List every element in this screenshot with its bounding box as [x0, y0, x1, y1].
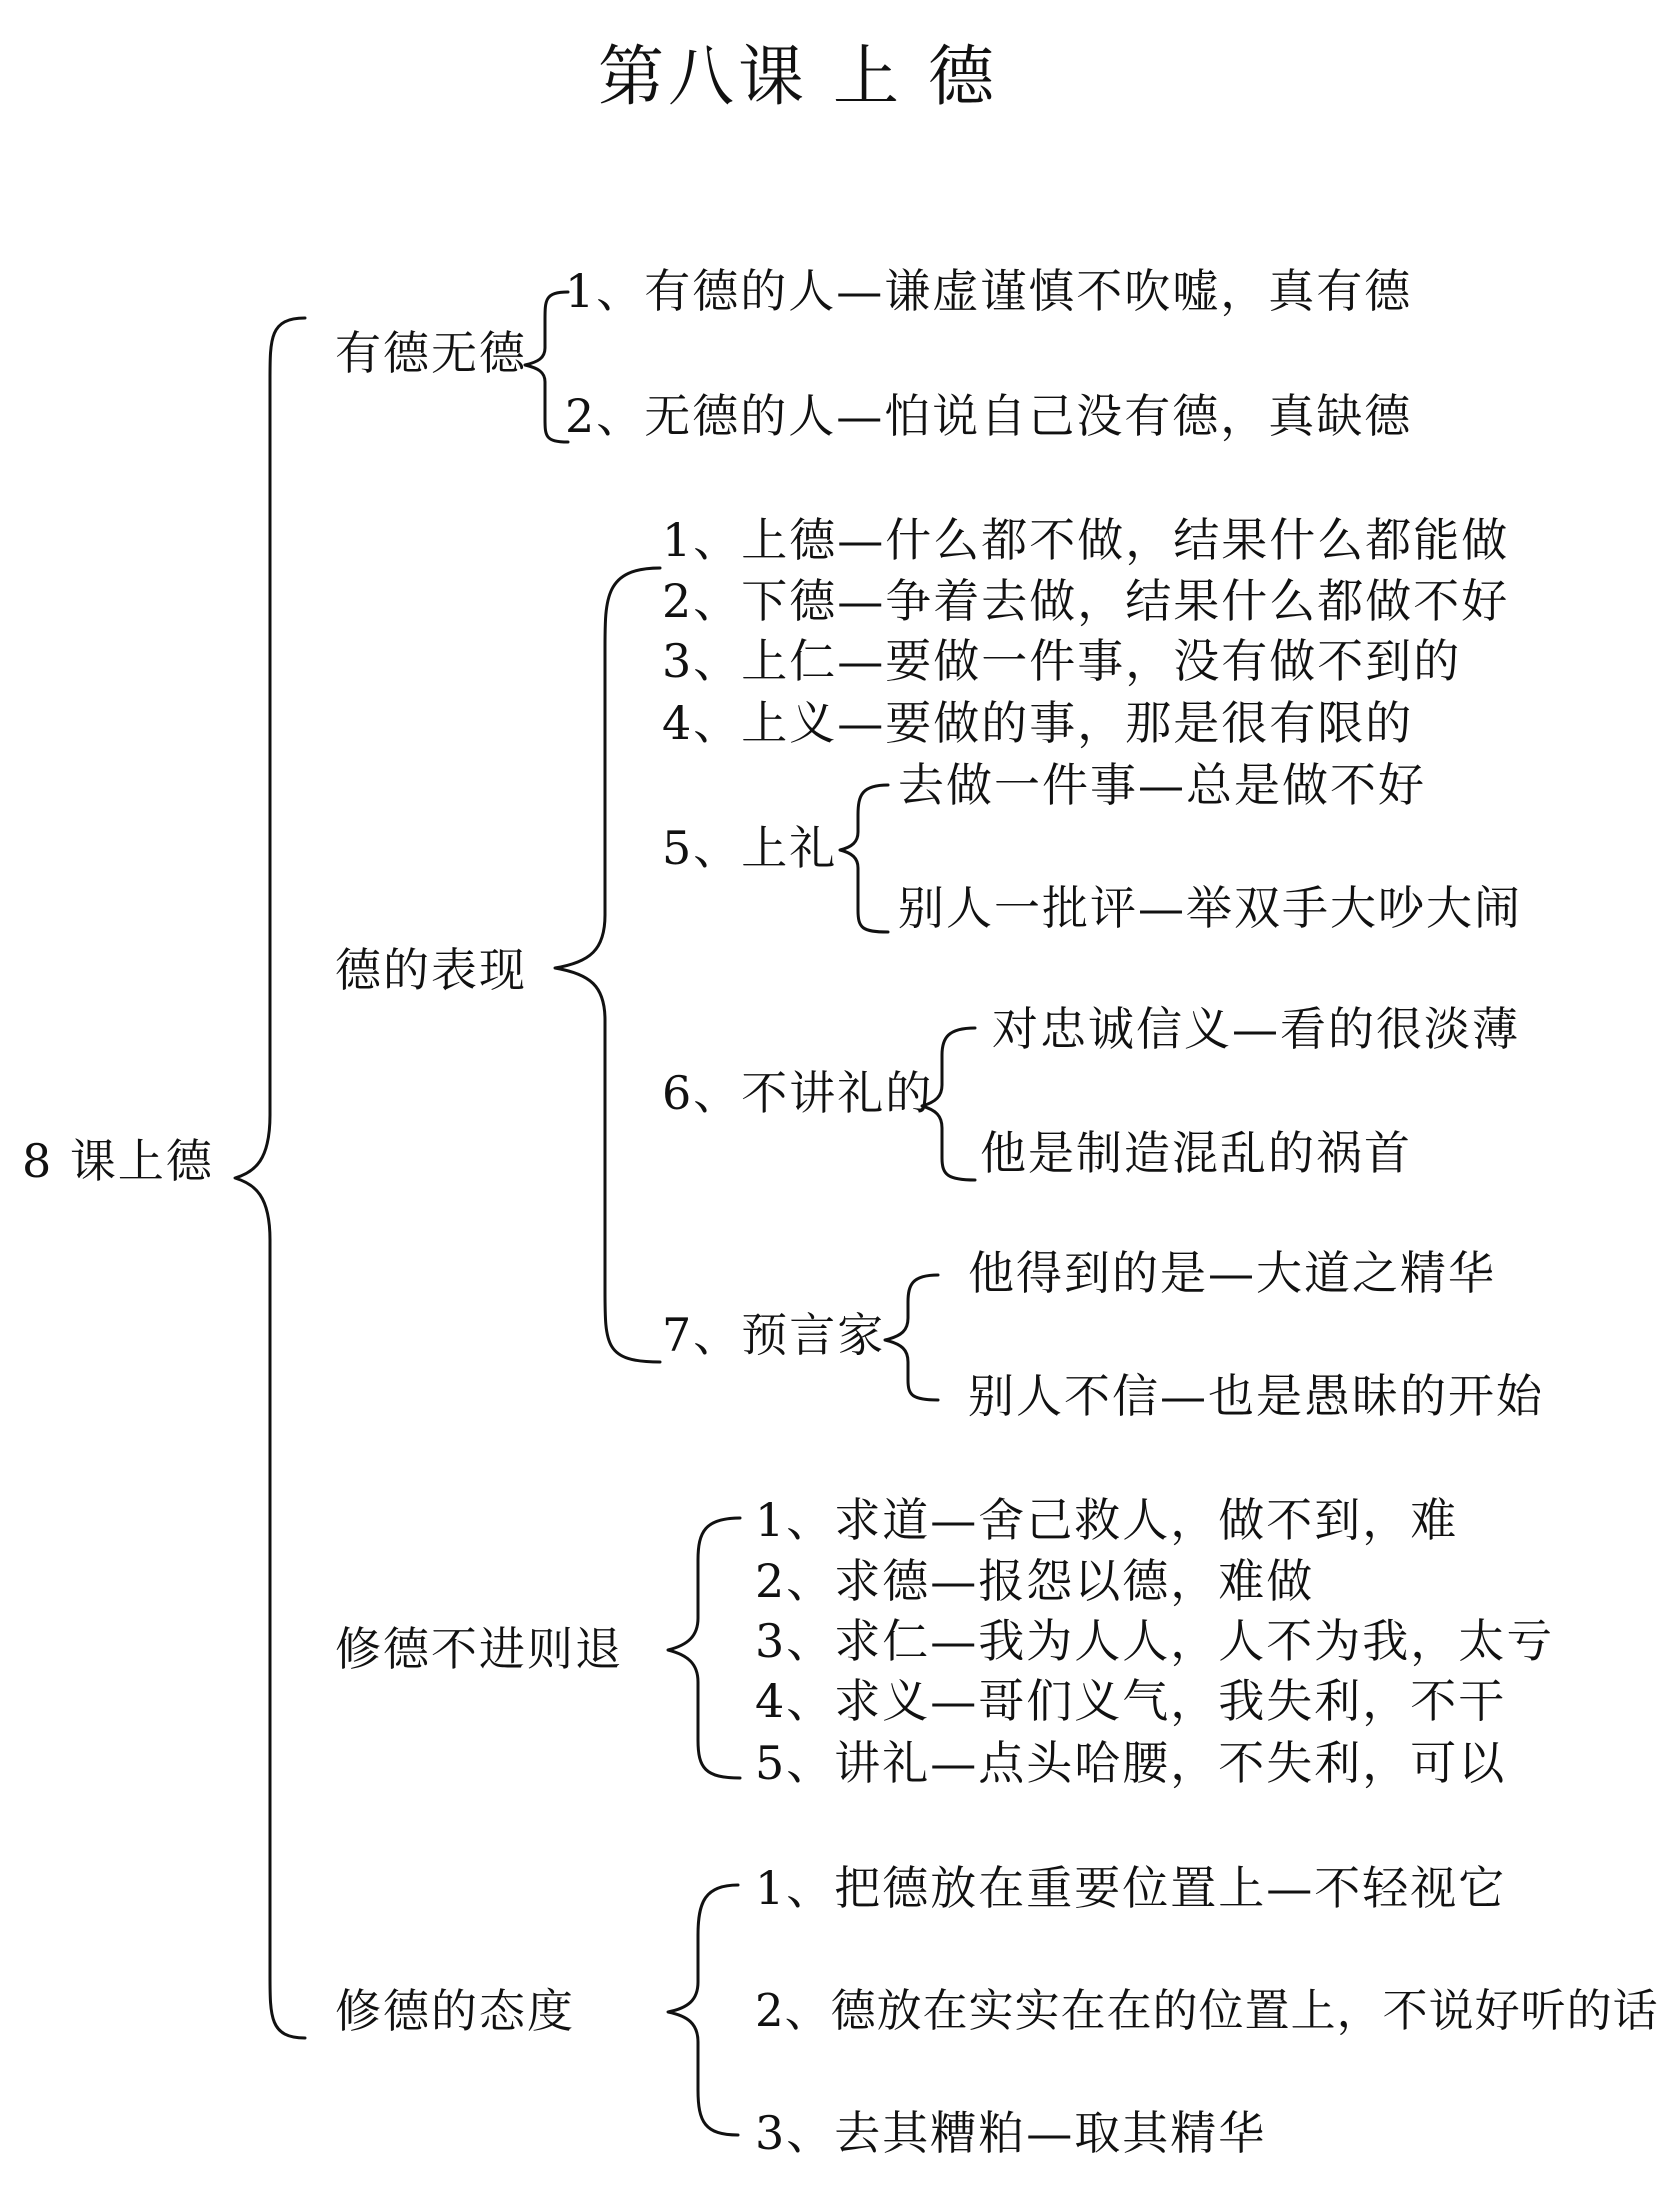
section-2-item-3: 3、上仁—要做一件事，没有做不到的 — [662, 634, 1462, 688]
section-1-item-2: 2、无德的人—怕说自己没有德，真缺德 — [565, 389, 1413, 443]
root-label: 8 课上德 — [22, 1134, 214, 1188]
section-3-item-1: 1、求道—舍己救人，做不到，难 — [755, 1493, 1459, 1547]
group-5-item-2: 别人一批评—举双手大吵大闹 — [898, 881, 1522, 935]
section-3-item-5: 5、讲礼—点头哈腰，不失利，可以 — [755, 1736, 1507, 1790]
group-5-item-1: 去做一件事—总是做不好 — [898, 758, 1426, 812]
section-2-label: 德的表现 — [335, 943, 527, 997]
group-6-item-1: 对忠诚信义—看的很淡薄 — [992, 1002, 1520, 1056]
section-1-item-1: 1、有德的人—谦虚谨慎不吹嘘，真有德 — [565, 264, 1413, 318]
section-4-label: 修德的态度 — [335, 1984, 575, 2038]
section-2-item-2: 2、下德—争着去做，结果什么都做不好 — [662, 574, 1510, 628]
section-3-item-4: 4、求义—哥们义气，我失利，不干 — [755, 1674, 1507, 1728]
group-6-label: 6、不讲礼的 — [662, 1066, 934, 1120]
section-1-bracket — [525, 292, 568, 442]
section-4-item-3: 3、去其糟粕—取其精华 — [755, 2106, 1267, 2160]
group-7-label: 7、预言家 — [662, 1308, 886, 1362]
group-7-item-2: 别人不信—也是愚昧的开始 — [968, 1369, 1544, 1423]
section-2-item-1: 1、上德—什么都不做，结果什么都能做 — [662, 513, 1510, 567]
group-7-item-1: 他得到的是—大道之精华 — [968, 1246, 1496, 1300]
page-title: 第八课 上 德 — [598, 38, 998, 115]
section-1-label: 有德无德 — [335, 326, 527, 380]
section-4-item-1: 1、把德放在重要位置上—不轻视它 — [755, 1861, 1507, 1915]
section-4-item-2: 2、德放在实实在在的位置上，不说好听的话 — [755, 1984, 1659, 2037]
root-bracket — [235, 318, 305, 2038]
section-3-label: 修德不进则退 — [335, 1622, 623, 1676]
section-3-item-2: 2、求德—报怨以德，难做 — [755, 1554, 1315, 1608]
section-2-item-4: 4、上义—要做的事，那是很有限的 — [662, 696, 1414, 750]
section-3-bracket — [668, 1518, 740, 1778]
section-4-bracket — [668, 1885, 738, 2135]
section-2-bracket — [555, 568, 660, 1362]
group-5-label: 5、上礼 — [662, 821, 838, 875]
group-7-bracket — [885, 1275, 938, 1400]
section-3-item-3: 3、求仁—我为人人，人不为我，太亏 — [755, 1614, 1555, 1668]
group-6-item-2: 他是制造混乱的祸首 — [980, 1126, 1412, 1180]
group-5-bracket — [840, 785, 888, 932]
